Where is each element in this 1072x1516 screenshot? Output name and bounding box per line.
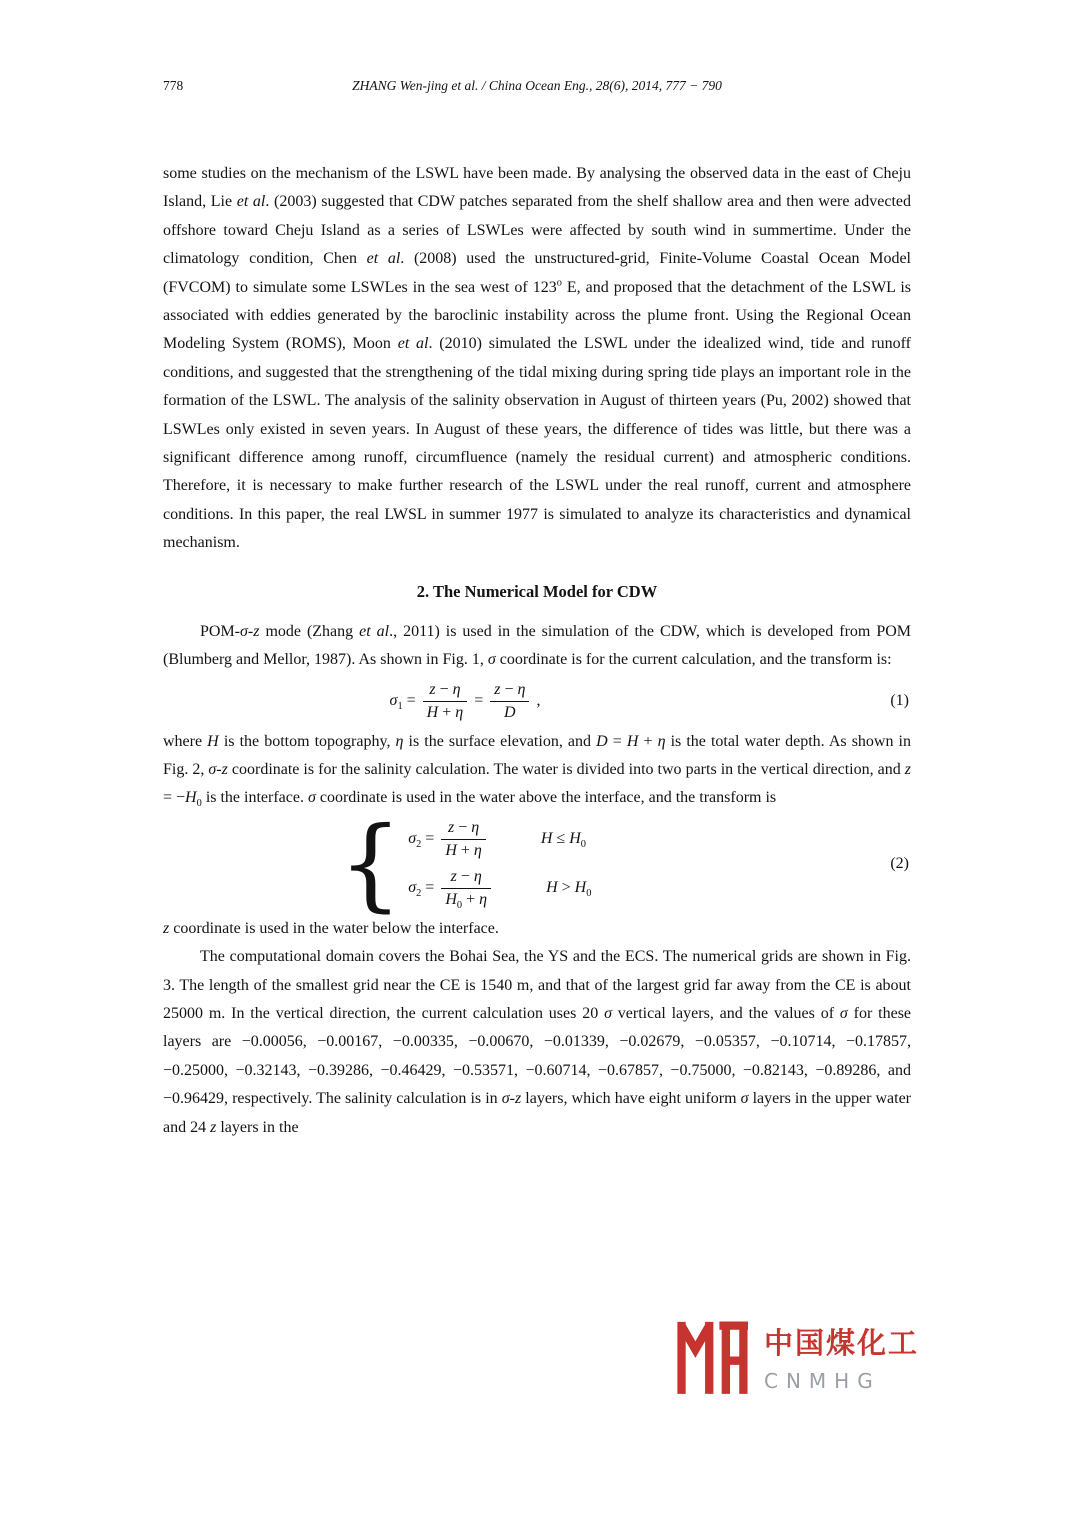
fraction-denominator: H + η [426,703,464,721]
equation-2-formula [338,805,592,923]
equation-2-case-1 [408,819,591,860]
case-2-condition: $H > H_0$ [546,879,592,900]
fraction [490,681,529,722]
fraction [441,868,491,909]
equation-1-formula [390,681,541,722]
left-curly-brace: { [338,805,403,923]
cnmhg-latin-name: CNMHG [764,1369,881,1393]
equation-1 [163,681,911,722]
cnmhg-watermark-logo [676,1318,919,1396]
paragraph-introduction: some studies on the mechanism of the LSWL have been made. By analysing the observed data in the east of Cheju Island, Lie et al. (2003) suggested that CDW patches separated from the shelf shallow area and then were advected offshore toward Cheju Island as a series of LSWLes were affected by south wind in summertime. Under the climatology condition, Chen et al. (2008) used the unstructured-grid, Finite-Volume Coastal Ocean Model (FVCOM) to simulate some LSWLes in the sea west of 123$^o$ E, and proposed that the detachment of the LSWL is associated with eddies generated by the baroclinic instability across the plume front. Using the Regional Ocean Modeling System (ROMS), Moon et al. (2010) simulated the LSWL under the idealized wind, tide and runoff conditions, and suggested that the strengthening of the tidal mixing during spring tide plays an important role in the formation of the LSWL. The analysis of the salinity observation in August of thirteen years (Pu, 2002) showed that LSWLes only existed in seven years. In August of these years, the difference of tides was little, but there was a significant difference among runoff, circumfluence (namely the residual current) and atmospheric conditions. Therefore, it is necessary to make further research of the LSWL under the real runoff, current and atmosphere conditions. In this paper, the real LWSL in summer 1977 is simulated to analyze its characteristics and dynamical mechanism. [163,165,912,552]
section-heading-numerical-model: 2. The Numerical Model for CDW [416,581,658,601]
equation-2 [163,805,911,923]
fraction-denominator: D [504,703,516,721]
cnmhg-logo-mark-icon [676,1318,748,1396]
case-2-lhs: $\sigma_2$ = [408,879,439,900]
paragraph-where-definitions: where H is the bottom topography, η is the surface elevation, and D = H + η is the total water depth. As shown in Fig. 2, σ-z coordinate is for the salinity calculation. The water is divided into two parts in the vertical direction, and $z = -H_0$ is the interface. σ coordinate is used in the water above the interface, and the transform is [163,732,912,810]
page-content [163,0,911,1142]
cnmhg-logo-text [764,1321,919,1393]
equation-2-number: (2) [890,854,909,872]
journal-citation-line: ZHANG Wen-jing et al. / China Ocean Eng., 28(6), 2014, 777 − 790 [352,78,722,93]
equation-2-cases [408,819,591,909]
equation-2-case-2 [408,868,591,909]
equation-1-lhs: $\sigma_1$ = [389,692,420,713]
paragraph-model-description: POM-σ-z mode (Zhang et al., 2011) is used in the simulation of the CDW, which is developed from POM (Blumberg and Mellor, 1987). As shown in Fig. 1, σ coordinate is for the current calculation, and the transform is: [163,622,912,669]
case-1-lhs: $\sigma_2$ = [408,830,439,851]
fraction-numerator: z − η [441,819,486,840]
equation-trailing-comma: , [532,692,541,709]
page-number: 778 [163,78,184,93]
equals-sign: = [470,692,488,709]
fraction-numerator: z − η [441,868,491,889]
case-1-condition: $H \le H_0$ [540,830,586,851]
fraction-numerator: z − η [423,681,468,702]
fraction-denominator: $H_0 + \eta$ [445,890,488,911]
running-header [163,78,911,98]
paragraph-z-coordinate: z coordinate is used in the water below the interface. [163,919,499,937]
fraction-numerator: z − η [490,681,529,702]
fraction [423,681,468,722]
paragraph-computational-domain: The computational domain covers the Bohai Sea, the YS and the ECS. The numerical grids are shown in Fig. 3. The length of the smallest grid near the CE is 1540 m, and that of the largest grid far away from the CE is about 25000 m. In the vertical direction, the current calculation uses 20 σ vertical layers, and the values of σ for these layers are −0.00056, −0.00167, −0.00335, −0.00670, −0.01339, −0.02679, −0.05357, −0.10714, −0.17857, −0.25000, −0.32143, −0.39286, −0.46429, −0.53571, −0.60714, −0.67857, −0.75000, −0.82143, −0.89286, and −0.96429, respectively. The salinity calculation is in σ-z layers, which have eight uniform σ layers in the upper water and 24 z layers in the [163,948,912,1136]
equation-1-number: (1) [890,692,909,709]
cnmhg-chinese-name: 中国煤化工 [764,1326,920,1360]
fraction-denominator: H + η [445,841,482,859]
fraction [441,819,486,860]
